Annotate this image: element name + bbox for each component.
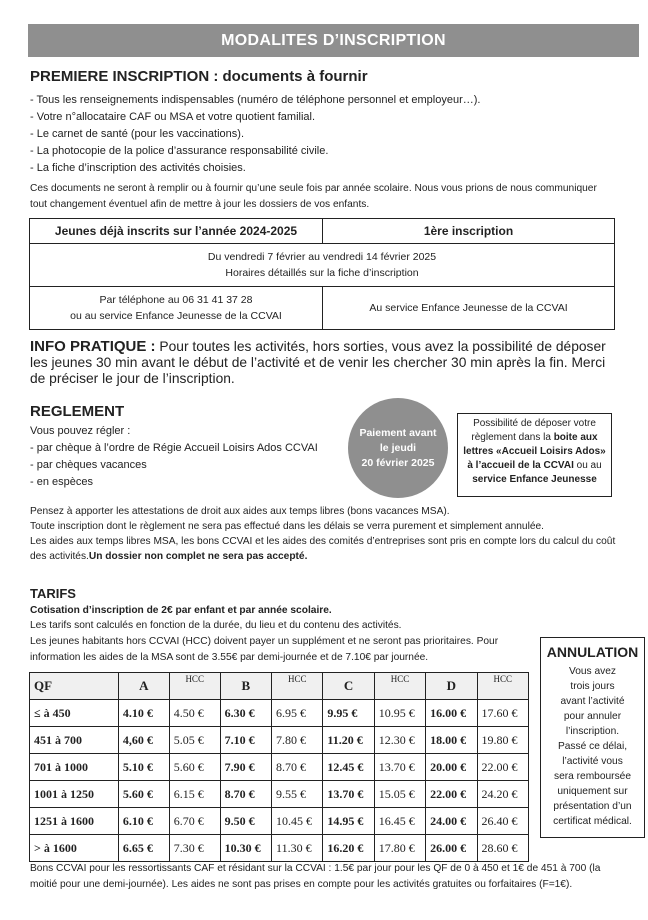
table-row bbox=[30, 727, 529, 754]
hcc-cell: 5.05 € bbox=[169, 727, 220, 754]
reglement-note: Pensez à apporter les attestations de droit aux aides aux temps libres (bons vacances MSA). bbox=[30, 506, 450, 517]
box-text-bold: boite aux bbox=[553, 432, 598, 443]
reglement-note: Toute inscription dont le règlement ne sera pas effectué dans les délais se verra purement et simplement annulée. bbox=[30, 521, 545, 532]
hcc-cell: 5.60 € bbox=[169, 754, 220, 781]
col-first-registration: 1ère inscription bbox=[323, 219, 615, 244]
tarif-cell: 6.10 € bbox=[118, 808, 169, 835]
annulation-line: l’activité vous bbox=[562, 756, 623, 767]
tarif-cell: 4,60 € bbox=[118, 727, 169, 754]
table-row bbox=[30, 808, 529, 835]
tarif-cell: 9.95 € bbox=[323, 700, 374, 727]
hcc-cell: 13.70 € bbox=[374, 754, 425, 781]
hcc-cell: 10.95 € bbox=[374, 700, 425, 727]
info-pratique bbox=[30, 339, 610, 387]
annulation-line: Passé ce délai, bbox=[557, 741, 628, 752]
reglement-note bbox=[30, 549, 307, 564]
tarif-header-b: B bbox=[220, 673, 271, 700]
box-line bbox=[458, 445, 611, 459]
registration-dates: Du vendredi 7 février au vendredi 14 février 2025 bbox=[207, 251, 437, 263]
hcc-cell: 12.30 € bbox=[374, 727, 425, 754]
hcc-cell: 24.20 € bbox=[477, 781, 528, 808]
tarif-header-d: D bbox=[426, 673, 477, 700]
reglement-line: Vous pouvez régler : bbox=[30, 425, 131, 437]
first-registration-place: Au service Enfance Jeunesse de la CCVAI bbox=[323, 287, 615, 330]
table-row bbox=[30, 781, 529, 808]
qf-range-cell: 1251 à 1600 bbox=[30, 808, 119, 835]
hcc-header: HCC bbox=[374, 673, 425, 700]
tarifs-note: Les tarifs sont calculés en fonction de la durée, du lieu et du contenu des activités. bbox=[30, 620, 402, 631]
qf-range-cell: ≤ à 450 bbox=[30, 700, 119, 727]
qf-range-cell: 701 à 1000 bbox=[30, 754, 119, 781]
tarif-cell: 7.10 € bbox=[220, 727, 271, 754]
reglement-title: REGLEMENT bbox=[30, 403, 125, 420]
doc-item: - La fiche d’inscription des activités choisies. bbox=[30, 162, 246, 174]
annulation-box bbox=[540, 637, 645, 838]
tarif-cell: 20.00 € bbox=[426, 754, 477, 781]
tarif-cell: 24.00 € bbox=[426, 808, 477, 835]
note-text: des activités. bbox=[30, 551, 89, 562]
documents-note: tout changement éventuel afin de mettre à jour les dossiers de vos enfants. bbox=[30, 199, 370, 210]
box-text-bold: à l’accueil de la CCVAI bbox=[467, 460, 574, 471]
hcc-cell: 8.70 € bbox=[272, 754, 323, 781]
reglement-line: - par chèque à l’ordre de Régie Accueil Loisirs Ados CCVAI bbox=[30, 442, 318, 454]
cotisation-note: Cotisation d’inscription de 2€ par enfant et par année scolaire. bbox=[30, 605, 332, 616]
tarif-cell: 5.10 € bbox=[118, 754, 169, 781]
tarif-header-c: C bbox=[323, 673, 374, 700]
hcc-cell: 6.70 € bbox=[169, 808, 220, 835]
tarif-cell: 6.65 € bbox=[118, 835, 169, 862]
tarifs-note: information les aides de la MSA sont de 3.55€ par demi-journée et de 7.10€ par journée. bbox=[30, 652, 429, 663]
table-row bbox=[30, 754, 529, 781]
box-line: Possibilité de déposer votre bbox=[473, 418, 596, 429]
annulation-line: pour annuler bbox=[563, 711, 622, 722]
phone-contact: Par téléphone au 06 31 41 37 28 bbox=[99, 294, 253, 306]
hcc-cell: 22.00 € bbox=[477, 754, 528, 781]
table-row bbox=[30, 835, 529, 862]
hcc-cell: 16.45 € bbox=[374, 808, 425, 835]
tarif-cell: 26.00 € bbox=[426, 835, 477, 862]
col-already-registered: Jeunes déjà inscrits sur l’année 2024-2025 bbox=[30, 219, 323, 244]
tarifs-footer: moitié pour une demi-journée). Les aides ne sont pas prises en compte pour les activités gratuites ou forfaitaires (F=1€). bbox=[30, 879, 573, 890]
tarif-cell: 11.20 € bbox=[323, 727, 374, 754]
reglement-line: - par chèques vacances bbox=[30, 459, 147, 471]
hcc-cell: 17.60 € bbox=[477, 700, 528, 727]
hcc-cell: 26.40 € bbox=[477, 808, 528, 835]
info-label: INFO PRATIQUE : bbox=[30, 338, 156, 355]
qf-range-cell: > à 1600 bbox=[30, 835, 119, 862]
doc-item: - La photocopie de la police d’assurance responsabilité civile. bbox=[30, 145, 329, 157]
tarif-cell: 12.45 € bbox=[323, 754, 374, 781]
registration-hours: Horaires détaillés sur la fiche d’inscription bbox=[225, 267, 419, 279]
annulation-line: Vous avez bbox=[568, 666, 616, 677]
hcc-header: HCC bbox=[169, 673, 220, 700]
qf-range-cell: 1001 à 1250 bbox=[30, 781, 119, 808]
badge-line: Paiement avant bbox=[359, 426, 437, 439]
qf-range-cell: 451 à 700 bbox=[30, 727, 119, 754]
hcc-cell: 15.05 € bbox=[374, 781, 425, 808]
hcc-cell: 4.50 € bbox=[169, 700, 220, 727]
tarifs-footer: Bons CCVAI pour les ressortissants CAF et résidant sur la CCVAI : 1.5€ par jour pour les QF de 0 à 450 et 1€ de 451 à 700 (la bbox=[30, 863, 601, 874]
annulation-title: ANNULATION bbox=[546, 644, 639, 660]
tarif-cell: 7.90 € bbox=[220, 754, 271, 781]
annulation-line: uniquement sur bbox=[557, 786, 628, 797]
info-text: Pour toutes les activités, hors sorties, vous avez la possibilité de déposer les jeunes 30 min avant le début de l’activité et de venir les chercher 30 min après la fin. Merci de préciser le jour de l’inscription. bbox=[30, 339, 606, 386]
tarifs-table bbox=[29, 672, 529, 862]
tarif-cell: 14.95 € bbox=[323, 808, 374, 835]
tarif-cell: 8.70 € bbox=[220, 781, 271, 808]
annulation-line: sera remboursée bbox=[553, 771, 631, 782]
box-line bbox=[458, 459, 611, 473]
tarifs-title: TARIFS bbox=[30, 586, 76, 601]
doc-item: - Le carnet de santé (pour les vaccinations). bbox=[30, 128, 245, 140]
tarifs-note: Les jeunes habitants hors CCVAI (HCC) doivent payer un supplément et ne seront pas prioritaires. Pour bbox=[30, 636, 499, 647]
tarif-cell: 5.60 € bbox=[118, 781, 169, 808]
annulation-line: l’inscription. bbox=[565, 726, 620, 737]
documents-note: Ces documents ne seront à remplir ou à fournir qu’une seule fois par année scolaire. Nous vous prions de nous communiquer bbox=[30, 183, 597, 194]
tarif-cell: 16.00 € bbox=[426, 700, 477, 727]
box-text: règlement dans la bbox=[471, 432, 554, 443]
page-banner: MODALITES D’INSCRIPTION bbox=[28, 24, 639, 57]
annulation-line: avant l’activité bbox=[560, 696, 625, 707]
tarif-cell: 18.00 € bbox=[426, 727, 477, 754]
box-text: ou au bbox=[573, 460, 602, 471]
tarif-cell: 13.70 € bbox=[323, 781, 374, 808]
annulation-line: trois jours bbox=[570, 681, 615, 692]
tarif-cell: 22.00 € bbox=[426, 781, 477, 808]
annulation-text bbox=[541, 664, 644, 829]
table-row bbox=[30, 700, 529, 727]
tarif-cell: 16.20 € bbox=[323, 835, 374, 862]
premiere-inscription-title: PREMIERE INSCRIPTION : documents à fournir bbox=[30, 68, 368, 85]
annulation-line: présentation d’un bbox=[553, 801, 632, 812]
hcc-cell: 17.80 € bbox=[374, 835, 425, 862]
hcc-cell: 6.15 € bbox=[169, 781, 220, 808]
doc-item: - Votre n°allocataire CAF ou MSA et votre quotient familial. bbox=[30, 111, 316, 123]
hcc-cell: 28.60 € bbox=[477, 835, 528, 862]
doc-item: - Tous les renseignements indispensables (numéro de téléphone personnel et employeur…). bbox=[30, 94, 481, 106]
payment-deadline-badge bbox=[348, 398, 448, 498]
hcc-cell: 10.45 € bbox=[272, 808, 323, 835]
badge-line: 20 février 2025 bbox=[361, 456, 435, 469]
tarif-cell: 9.50 € bbox=[220, 808, 271, 835]
hcc-header: HCC bbox=[477, 673, 528, 700]
tarif-cell: 4.10 € bbox=[118, 700, 169, 727]
qf-header: QF bbox=[30, 673, 119, 700]
hcc-header: HCC bbox=[272, 673, 323, 700]
tarif-cell: 6.30 € bbox=[220, 700, 271, 727]
reglement-line: - en espèces bbox=[30, 476, 93, 488]
mailbox-info-box bbox=[457, 413, 612, 497]
hcc-cell: 7.30 € bbox=[169, 835, 220, 862]
service-contact: ou au service Enfance Jeunesse de la CCVAI bbox=[70, 310, 282, 322]
hcc-cell: 6.95 € bbox=[272, 700, 323, 727]
hcc-cell: 19.80 € bbox=[477, 727, 528, 754]
box-line bbox=[458, 431, 611, 445]
hcc-cell: 11.30 € bbox=[272, 835, 323, 862]
badge-line: le jeudi bbox=[379, 441, 417, 454]
inscription-table bbox=[29, 218, 615, 330]
annulation-line: certificat médical. bbox=[553, 816, 632, 827]
box-line bbox=[458, 473, 611, 487]
tarif-cell: 10.30 € bbox=[220, 835, 271, 862]
tarif-header-a: A bbox=[118, 673, 169, 700]
hcc-cell: 9.55 € bbox=[272, 781, 323, 808]
box-text-bold: lettres «Accueil Loisirs Ados» bbox=[463, 446, 606, 457]
note-text-bold: Un dossier non complet ne sera pas accepté. bbox=[88, 551, 308, 562]
box-text-bold: service Enfance Jeunesse bbox=[472, 474, 597, 485]
hcc-cell: 7.80 € bbox=[272, 727, 323, 754]
reglement-note: Les aides aux temps libres MSA, les bons CCVAI et les aides des comités d’entreprises sont pris en compte lors du calcul du coût bbox=[30, 536, 616, 547]
